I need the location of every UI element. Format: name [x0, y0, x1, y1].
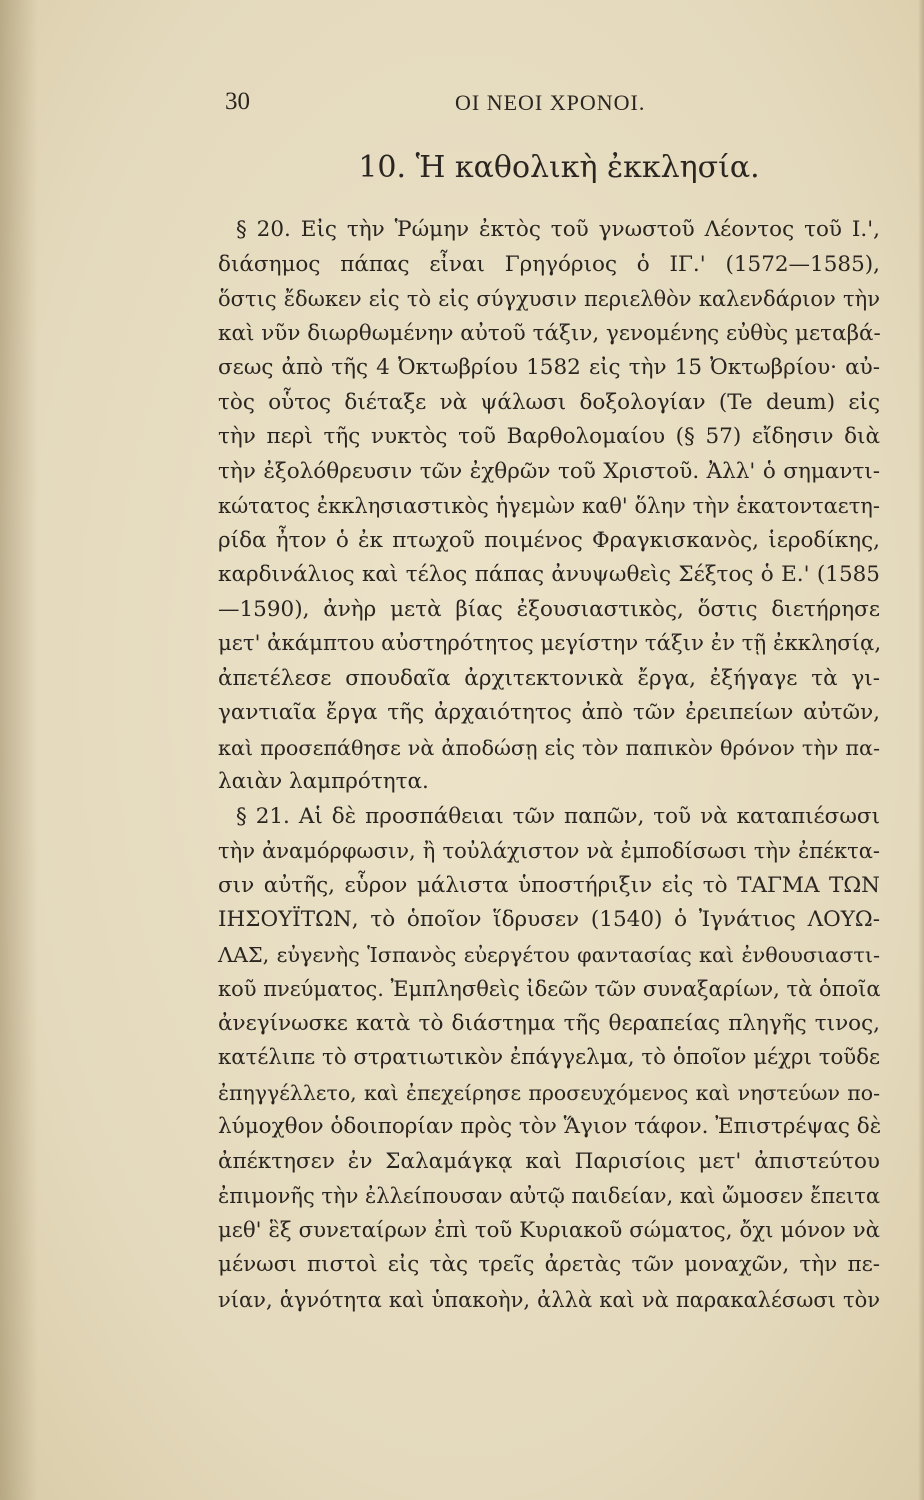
text-line: σεως ἀπὸ τῆς 4 Ὀκτωβρίου 1582 εἰς τὴν 15 Ὀκτωβρίου· αὐ-	[218, 355, 880, 380]
gutter-shadow	[0, 0, 38, 1500]
text-line: σιν αὐτῆς, εὗρον μάλιστα ὑποστήριξιν εἰς τὸ ΤΑΓΜΑ ΤΩΝ	[218, 872, 880, 898]
text-line: λύμοχθον ὁδοιπορίαν πρὸς τὸν Ἅγιον τάφον. Ἐπιστρέψας δὲ	[218, 1114, 882, 1139]
text-line: κοῦ πνεύματος. Ἐμπλησθεὶς ἰδεῶν τῶν συναξαρίων, τὰ ὁποῖα	[218, 977, 881, 1001]
text-line: καρδινάλιος καὶ τέλος πάπας ἀνυψωθεὶς Σέξτος ὁ Ε.' (1585	[218, 562, 880, 587]
text-line: τὴν ἐξολόθρευσιν τῶν ἐχθρῶν τοῦ Χριστοῦ. Ἀλλ' ὁ σημαντι-	[218, 458, 880, 484]
text-line: μεθ' ἓξ συνεταίρων ἐπὶ τοῦ Κυριακοῦ σώματος, ὄχι μόνον νὰ	[218, 1217, 880, 1243]
running-head: ΟΙ ΝΕΟΙ ΧΡΟΝΟΙ.	[455, 90, 646, 115]
text-line: μετ' ἀκάμπτου αὐστηρότητος μεγίστην τάξιν ἐν τῇ ἐκκλησίᾳ,	[218, 631, 882, 656]
text-line: ΙΗΣΟΥΪΤΩΝ, τὸ ὁποῖον ἵδρυσεν (1540) ὁ Ἰγνάτιος ΛΟΥΩ-	[218, 907, 880, 932]
text-line: ΛΑΣ, εὐγενὴς Ἱσπανὸς εὐεργέτου φαντασίας καὶ ἐνθουσιαστι-	[218, 942, 880, 967]
text-line: καὶ προσεπάθησε νὰ ἀποδώσῃ εἰς τὸν παπικὸν θρόνον τὴν πα-	[218, 735, 880, 760]
text-line: μένωσι πιστοὶ εἰς τὰς τρεῖς ἀρετὰς τῶν μοναχῶν, τὴν πε-	[218, 1252, 880, 1277]
text-line: κώτατος ἐκκλησιαστικὸς ἡγεμὼν καθ' ὅλην τὴν ἑκατονταετη-	[218, 494, 880, 518]
page-number: 30	[225, 88, 250, 115]
text-line: διάσημος πάπας εἶναι Γρηγόριος ὁ ΙΓ.' (1572—1585),	[218, 251, 880, 277]
chapter-title: 10. Ἡ καθολικὴ ἐκκλησία.	[358, 150, 760, 185]
text-line: ἀπέκτησεν ἐν Σαλαμάγκᾳ καὶ Παρισίοις μετ' ἀπιστεύτου	[218, 1148, 880, 1174]
text-line: γαντιαῖα ἔργα τῆς ἀρχαιότητος ἀπὸ τῶν ἐρειπείων αὐτῶν,	[218, 700, 880, 725]
text-line: τὴν ἀναμόρφωσιν, ἢ τοὐλάχιστον νὰ ἐμποδίσωσι τὴν ἐπέκτα-	[218, 839, 880, 863]
text-line: κατέλιπε τὸ στρατιωτικὸν ἐπάγγελμα, τὸ ὁποῖον μέχρι τοῦδε	[218, 1045, 880, 1070]
text-line: ἐπηγγέλλετο, καὶ ἐπεχείρησε προσευχόμενος καὶ νηστεύων πο-	[218, 1080, 880, 1105]
text-line: —1590), ἀνὴρ μετὰ βίας ἐξουσιαστικὸς, ὅστις διετήρησε	[218, 596, 880, 622]
text-line: νίαν, ἁγνότητα καὶ ὑπακοὴν, ἀλλὰ καὶ νὰ παρακαλέσωσι τὸν	[218, 1287, 880, 1312]
text-line: § 20. Εἰς τὴν Ῥώμην ἐκτὸς τοῦ γνωστοῦ Λέοντος τοῦ Ι.',	[236, 217, 880, 242]
text-line: ρίδα ἦτον ὁ ἐκ πτωχοῦ ποιμένος Φραγκισκανὸς, ἱεροδίκης,	[218, 527, 880, 553]
text-line: § 21. Αἱ δὲ προσπάθειαι τῶν παπῶν, τοῦ νὰ καταπιέσωσι	[236, 803, 880, 829]
page-header	[225, 84, 893, 124]
text-line: ἀπετέλεσε σπουδαῖα ἀρχιτεκτονικὰ ἔργα, ἐξήγαγε τὰ γι-	[218, 665, 880, 691]
text-line: λαιὰν λαμπρότητα.	[218, 769, 429, 794]
text-line: τὸς οὗτος διέταξε νὰ ψάλωσι δοξολογίαν (Te deum) εἰς	[218, 389, 880, 415]
page-edge	[918, 0, 924, 1500]
text-line: καὶ νῦν διωρθωμένην αὐτοῦ τάξιν, γενομένης εὐθὺς μεταβά-	[218, 320, 881, 346]
text-line: ὅστις ἔδωκεν εἰς τὸ εἰς σύγχυσιν περιελθὸν καλενδάριον τὴν	[218, 287, 880, 311]
text-line: ἀνεγίνωσκε κατὰ τὸ διάστημα τῆς θεραπείας πληγῆς τινος,	[218, 1010, 880, 1036]
body-text	[218, 213, 880, 1317]
text-line: ἐπιμονῆς τὴν ἐλλείπουσαν αὐτῷ παιδείαν, καὶ ὤμοσεν ἔπειτα	[218, 1184, 881, 1208]
text-line: τὴν περὶ τῆς νυκτὸς τοῦ Βαρθολομαίου (§ 57) εἴδησιν διὰ	[218, 424, 880, 449]
